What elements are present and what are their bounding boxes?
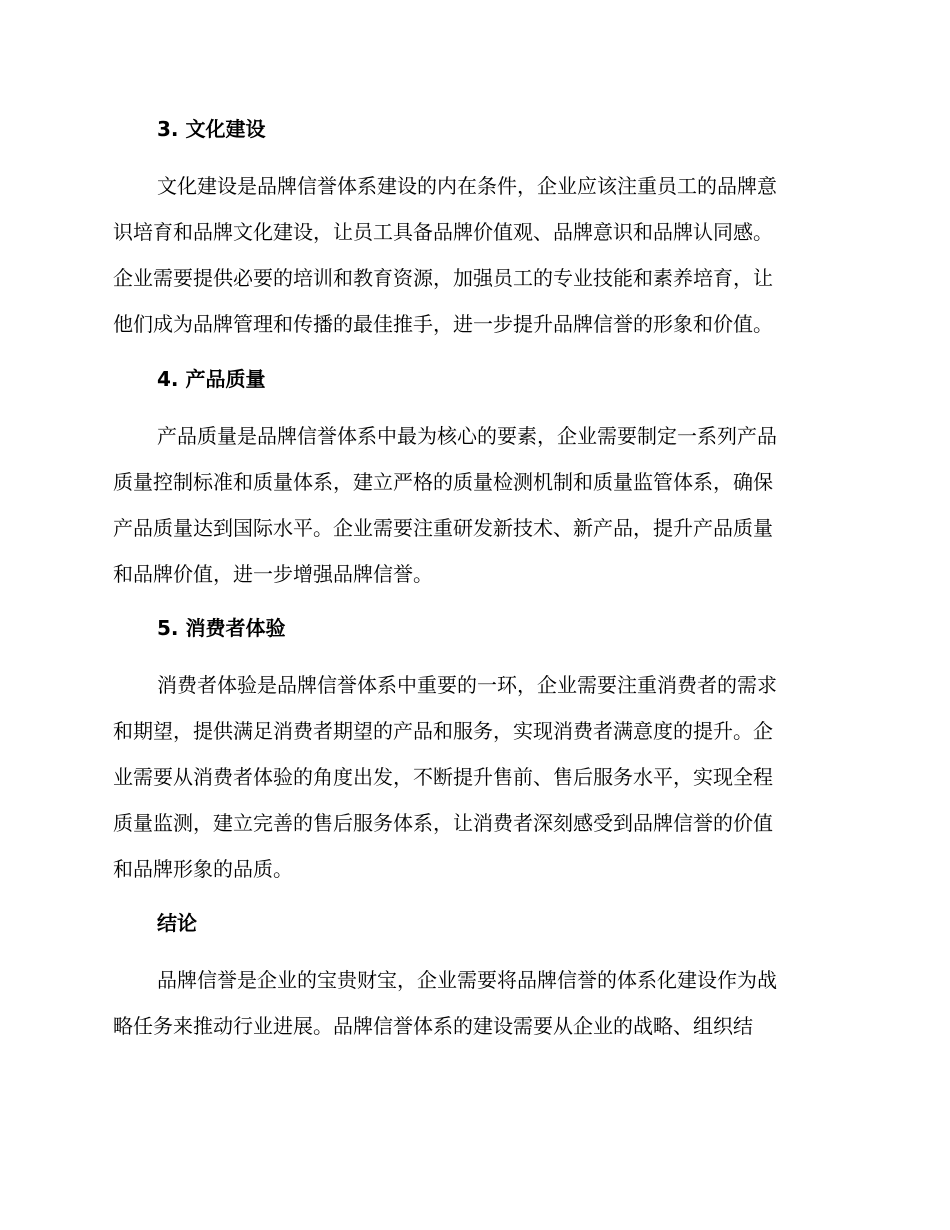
- paragraph-line: 产品质量达到国际水平。企业需要注重研发新技术、新产品，提升产品质量: [113, 516, 773, 540]
- paragraph-line: 业需要从消费者体验的角度出发，不断提升售前、售后服务水平，实现全程: [113, 765, 773, 789]
- paragraph-line: 和期望，提供满足消费者期望的产品和服务，实现消费者满意度的提升。企: [113, 719, 773, 743]
- paragraph-line: 和品牌形象的品质。: [113, 857, 293, 881]
- section-heading-conclusion: 结论: [157, 911, 197, 935]
- section-heading-product-quality: 4. 产品质量: [157, 367, 266, 391]
- section-paragraph-product-quality: [113, 413, 833, 597]
- section-heading-culture: 3. 文化建设: [157, 117, 266, 141]
- paragraph-line: 和品牌价值，进一步增强品牌信誉。: [113, 562, 433, 586]
- paragraph-line: 他们成为品牌管理和传播的最佳推手，进一步提升品牌信誉的形象和价值。: [113, 312, 773, 336]
- paragraph-line: 质量控制标准和质量体系，建立严格的质量检测机制和质量监管体系，确保: [113, 470, 773, 494]
- paragraph-line: 企业需要提供必要的培训和教育资源，加强员工的专业技能和素养培育，让: [113, 266, 773, 290]
- paragraph-line: 文化建设是品牌信誉体系建设的内在条件，企业应该注重员工的品牌意: [157, 174, 777, 198]
- section-paragraph-culture: [113, 163, 833, 347]
- section-heading-consumer-experience: 5. 消费者体验: [157, 616, 286, 640]
- paragraph-line: 产品质量是品牌信誉体系中最为核心的要素，企业需要制定一系列产品: [157, 424, 777, 448]
- paragraph-line: 品牌信誉是企业的宝贵财宝，企业需要将品牌信誉的体系化建设作为战: [157, 968, 777, 992]
- section-paragraph-consumer-experience: [113, 662, 833, 892]
- paragraph-line: 识培育和品牌文化建设，让员工具备品牌价值观、品牌意识和品牌认同感。: [113, 220, 773, 244]
- paragraph-line: 略任务来推动行业进展。品牌信誉体系的建设需要从企业的战略、组织结: [113, 1014, 753, 1038]
- paragraph-line: 质量监测，建立完善的售后服务体系，让消费者深刻感受到品牌信誉的价值: [113, 811, 773, 835]
- paragraph-line: 消费者体验是品牌信誉体系中重要的一环，企业需要注重消费者的需求: [157, 673, 777, 697]
- section-paragraph-conclusion: [113, 957, 833, 1049]
